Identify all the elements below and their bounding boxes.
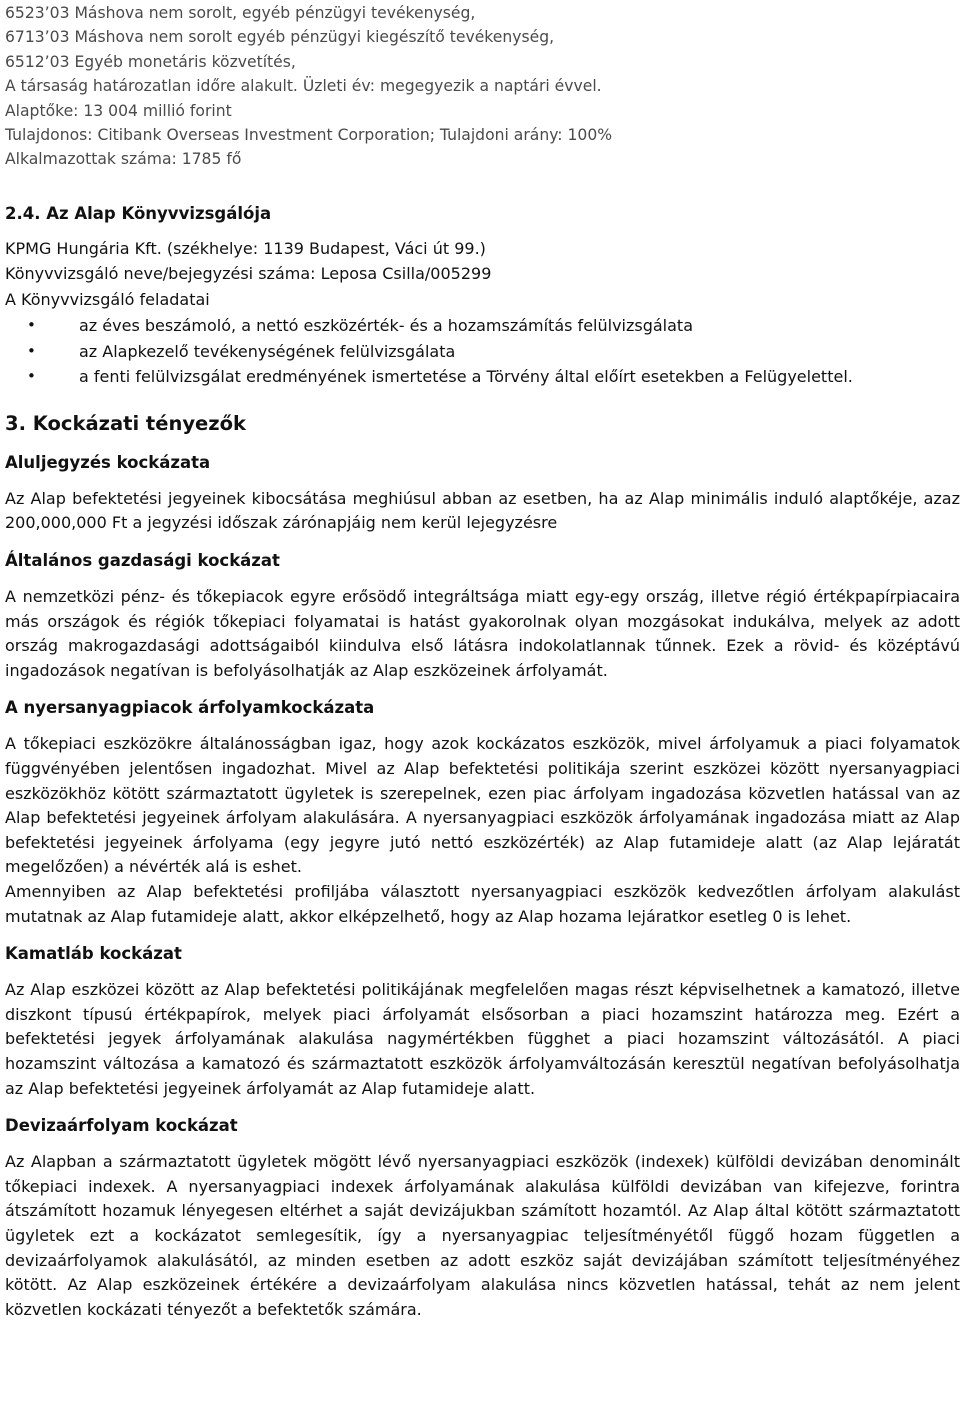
list-item-text: az Alapkezelő tevékenységének felülvizsgálata [79, 341, 456, 361]
document-page [5, 0, 960, 1322]
risk-factors-heading: 3. Kockázati tényezők [5, 411, 246, 435]
general-risk-title: Általános gazdasági kockázat [5, 551, 280, 571]
underwriting-risk-title: Aluljegyzés kockázata [5, 452, 211, 472]
commodity-risk-text-2: Amennyiben az Alap befektetési profiljába választott nyersanyagpiaci eszközök kedvezőtlen árfolyam alakulást mutatnak az Alap futamideje alatt, akkor elképzelhető, hogy az Alap hozama lejáratkor esetleg 0 is lehet. [5, 881, 960, 926]
bullet-icon: • [27, 316, 36, 335]
commodity-risk-text-1: A tőkepiaci eszközökre általánosságban igaz, hogy azok kockázatos eszközök, mivel árfolyamuk a piaci folyamatok függvényében jelentősen ingadozhat. Mivel az Alap befektetési politikája szerint eszközei között nyersanyagpiaci eszközökhöz kötött származtatott ügyletek is szerepelnek, ezen piac árfolyam ingadozása közvetlen hatással van az Alap befektetési jegyeinek árfolyam alakulására. A nyersanyagpiaci eszközök árfolyamának ingadozása miatt az Alap befektetési jegyeinek árfolyama (egy jegyre jutó nettó eszközérték) az Alap futamideje alatt (az Alap lejáratát megelőzően) a névérték alá is eshet. [5, 734, 960, 877]
auditor-tasks-list [5, 313, 960, 390]
auditor-tasks-label: A Könyvvizsgáló feladatai [5, 289, 210, 309]
company-info-line: 6713’03 Máshova nem sorolt egyéb pénzügyi kiegészítő tevékenység, [5, 28, 555, 47]
company-info-line: Alaptőke: 13 004 millió forint [5, 101, 232, 120]
bullet-icon: • [27, 367, 36, 386]
company-info-line: 6523’03 Máshova nem sorolt, egyéb pénzügyi tevékenység, [5, 4, 476, 22]
company-info-line: A társaság határozatlan időre alakult. Üzleti év: megegyezik a naptári évvel. [5, 77, 602, 96]
interest-risk-text: Az Alap eszközei között az Alap befektetési politikájának megfelelően magas részt képviselhetnek a kamatozó, illetve diszkont típusú értékpapírok, melyek piaci árfolyamát elsősorban a piaci hozamszint határozza meg. Ezért a befektetési jegyek árfolyamának alakulása nagymértékben függhet a piaci hozamszint változásától. A piaci hozamszint változása a kamatozó és származtatott eszközök árfolyamváltozásán keresztül negatívan befolyásolhatja az Alap befektetési jegyeinek árfolyamát az Alap futamideje alatt. [5, 980, 960, 1098]
list-item-text: az éves beszámoló, a nettó eszközérték- és a hozamszámítás felülvizsgálata [79, 316, 693, 336]
company-info [5, 1, 960, 172]
fx-risk-title: Devizaárfolyam kockázat [5, 1116, 238, 1136]
auditor-firm: KPMG Hungária Kft. (székhelye: 1139 Budapest, Váci út 99.) [5, 238, 486, 258]
underwriting-risk-text: Az Alap befektetési jegyeinek kibocsátása meghiúsul abban az esetben, ha az Alap minimális induló alaptőkéje, azaz 200,000,000 Ft a jegyzési időszak zárónapjáig nem kerül lejegyzésre [5, 488, 960, 533]
company-info-line: 6512’03 Egyéb monetáris közvetítés, [5, 52, 296, 71]
commodity-risk-title: A nyersanyagpiacok árfolyamkockázata [5, 698, 375, 718]
auditor-heading: 2.4. Az Alap Könyvvizsgálója [5, 203, 272, 223]
company-info-line: Alkalmazottak száma: 1785 fő [5, 150, 242, 169]
list-item [5, 313, 960, 339]
company-info-line: Tulajdonos: Citibank Overseas Investment Corporation; Tulajdoni arány: 100% [5, 126, 613, 145]
bullet-icon: • [27, 341, 36, 360]
list-item-text: a fenti felülvizsgálat eredményének ismertetése a Törvény által előírt esetekben a Felügyelettel. [79, 367, 853, 387]
list-item [5, 339, 960, 365]
interest-risk-title: Kamatláb kockázat [5, 944, 182, 964]
auditor-section [5, 236, 960, 390]
fx-risk-text: Az Alapban a származtatott ügyletek mögött lévő nyersanyagpiaci eszközök (indexek) külföldi devizában denominált tőkepiaci indexek. A nyersanyagpiaci indexek árfolyamának alakulása külföldi devizában van kifejezve, forintra átszámított hozamuk lényegesen eltérhet a saját devizájukban számított hozamtól. Az Alap által kötött származtatott ügyletek ezt a kockázatot semlegesítik, így a nyersanyagpiac teljesítményétől függő hozam független a devizaárfolyamok alakulásától, az minden esetben az adott eszköz saját devizájában számított teljesítményéhez kötött. Az Alap eszközeinek értékére a devizaárfolyam alakulása nincs közvetlen hatással, tehát az nem jelent közvetlen kockázati tényezőt a befektetők számára. [5, 1152, 960, 1319]
general-risk-text: A nemzetközi pénz- és tőkepiacok egyre erősödő integráltsága miatt egy-egy ország, illetve régió értékpapírpiacaira más országok és régiók tőkepiaci folyamatai is hatást gyakorolnak olyan mozgásokat indukálva, melyek az adott ország makrogazdasági adottságaiból kiindulva első látásra indokolatlannak tűnnek. Ezek a rövid- és középtávú ingadozások negatívan is befolyásolhatják az Alap eszközeinek árfolyamát. [5, 587, 960, 680]
auditor-name: Könyvvizsgáló neve/bejegyzési száma: Leposa Csilla/005299 [5, 264, 492, 284]
list-item [5, 364, 960, 390]
